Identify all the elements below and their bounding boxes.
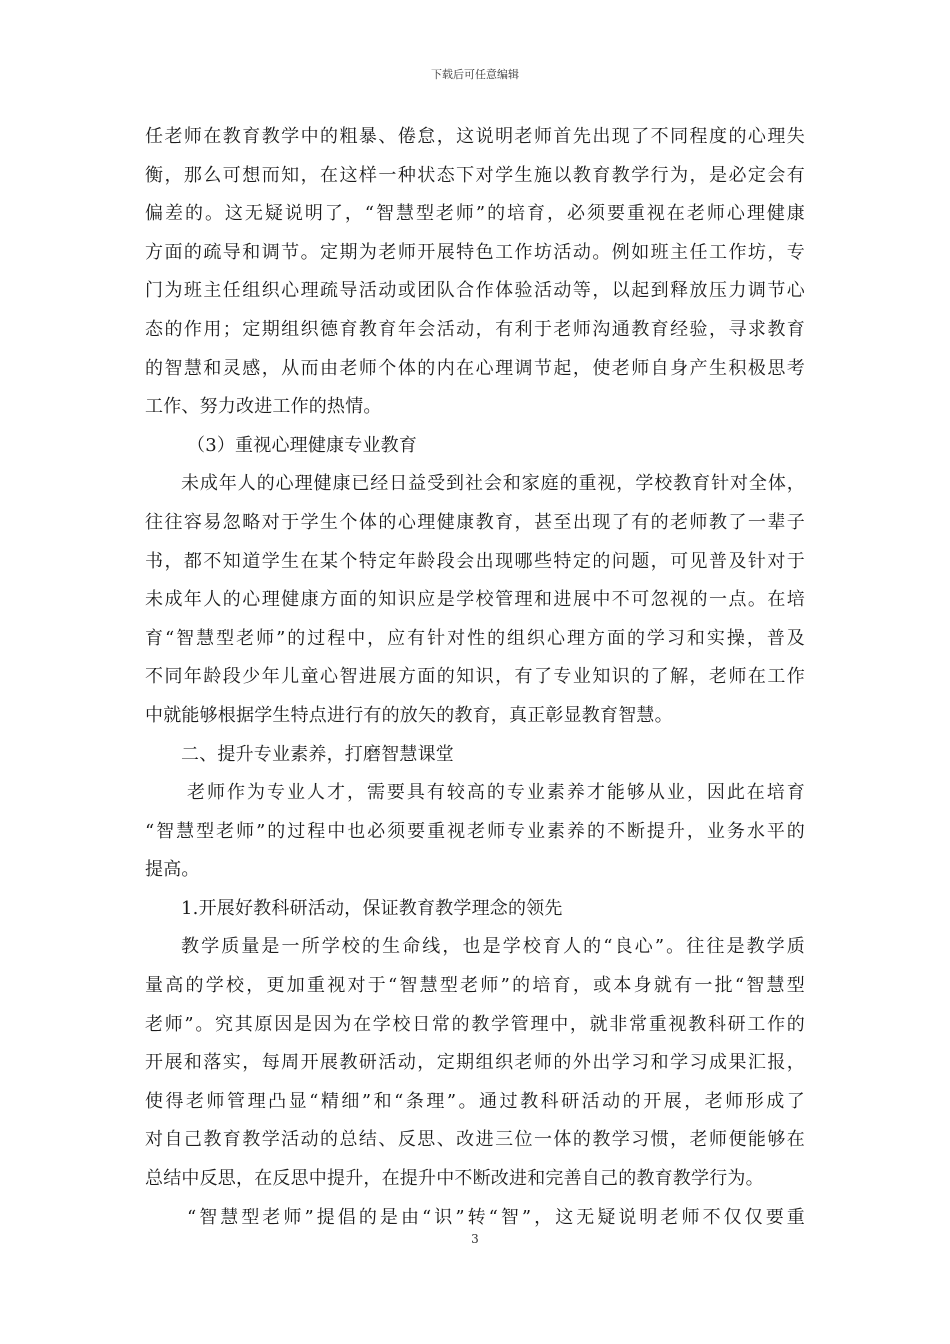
body-line: 衡，那么可想而知，在这样一种状态下对学生施以教育教学行为，是必定会有	[145, 164, 805, 186]
body-line: 书，都不知道学生在某个特定年龄段会出现哪些特定的问题，可见普及针对于	[145, 550, 805, 572]
body-line: 态的作用；定期组织德育教育年会活动，有利于老师沟通教育经验，寻求教育	[145, 318, 805, 340]
body-line: “智慧型老师”提倡的是由“识”转“智”，这无疑说明老师不仅仅要重	[187, 1206, 805, 1228]
body-line: 往往容易忽略对于学生个体的心理健康教育，甚至出现了有的老师教了一辈子	[145, 511, 805, 533]
body-line: “智慧型老师”的过程中也必须要重视老师专业素养的不断提升，业务水平的	[145, 820, 805, 842]
body-line: 工作、努力改进工作的热情。	[145, 396, 382, 418]
body-line: 未成年人的心理健康方面的知识应是学校管理和进展中不可忽视的一点。在培	[145, 589, 805, 611]
body-line: 老师作为专业人才，需要具有较高的专业素养才能够从业，因此在培育	[187, 782, 805, 804]
section-heading: 1.开展好教科研活动，保证教育教学理念的领先	[181, 897, 563, 919]
body-line: 不同年龄段少年儿童心智进展方面的知识，有了专业知识的了解，老师在工作	[145, 666, 805, 688]
body-line: 老师”。究其原因是因为在学校日常的教学管理中，就非常重视教科研工作的	[145, 1013, 805, 1035]
body-line: 偏差的。这无疑说明了，“智慧型老师”的培育，必须要重视在老师心理健康	[145, 203, 805, 225]
body-line: 方面的疏导和调节。定期为老师开展特色工作坊活动。例如班主任工作坊，专	[145, 241, 805, 263]
document-body	[145, 118, 805, 1237]
body-line: 总结中反思，在反思中提升，在提升中不断改进和完善自己的教育教学行为。	[145, 1168, 764, 1190]
section-heading: （3）重视心理健康专业教育	[187, 434, 418, 456]
page-number: 3	[471, 1232, 479, 1246]
section-heading: 二、提升专业素养，打磨智慧课堂	[181, 743, 454, 765]
body-line: 任老师在教育教学中的粗暴、倦怠，这说明老师首先出现了不同程度的心理失	[145, 126, 805, 147]
body-line: 提高。	[145, 859, 200, 881]
body-line: 育“智慧型老师”的过程中，应有针对性的组织心理方面的学习和实操，普及	[145, 627, 805, 649]
body-line: 教学质量是一所学校的生命线，也是学校育人的“良心”。往往是教学质	[181, 936, 805, 958]
body-line: 的智慧和灵感，从而由老师个体的内在心理调节起，使老师自身产生积极思考	[145, 357, 805, 379]
body-line: 开展和落实，每周开展教研活动，定期组织老师的外出学习和学习成果汇报，	[145, 1052, 805, 1074]
body-line: 未成年人的心理健康已经日益受到社会和家庭的重视，学校教育针对全体，	[181, 473, 805, 495]
body-line: 量高的学校，更加重视对于“智慧型老师”的培育，或本身就有一批“智慧型	[145, 975, 805, 997]
body-line: 门为班主任组织心理疏导活动或团队合作体验活动等，以起到释放压力调节心	[145, 280, 805, 302]
body-line: 中就能够根据学生特点进行有的放矢的教育，真正彰显教育智慧。	[145, 704, 673, 726]
page-header: 下载后可任意编辑	[431, 68, 519, 81]
body-line: 对自己教育教学活动的总结、反思、改进三位一体的教学习惯，老师便能够在	[145, 1129, 805, 1151]
body-line: 使得老师管理凸显“精细”和“条理”。通过教科研活动的开展，老师形成了	[145, 1090, 805, 1112]
